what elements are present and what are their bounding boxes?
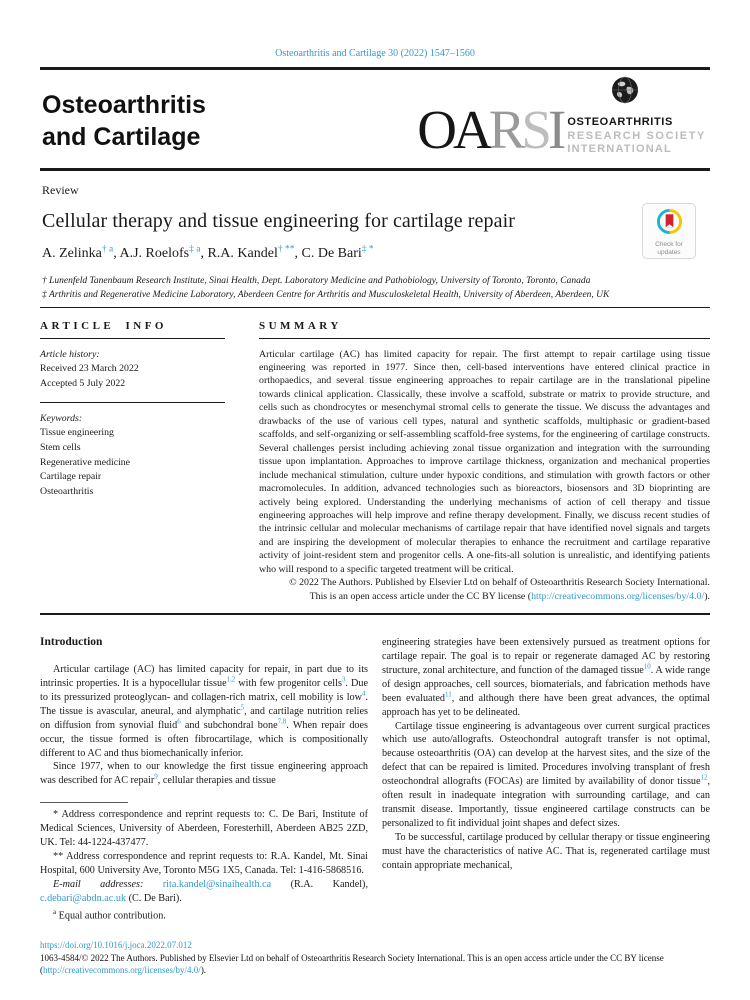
title-block [40,171,710,307]
oarsi-s: S [521,98,548,160]
oarsi-wordmark-line1: OSTEOARTHRITIS [567,115,673,128]
article-title: Cellular therapy and tissue engineering for cartilage repair [42,210,516,232]
journal-citation-link[interactable]: Osteoarthritis and Cartilage 30 (2022) 1547–1560 [275,48,475,59]
footer-license-link[interactable]: http://creativecommons.org/licenses/by/4.0/ [43,965,201,976]
author-affil-marker: † a [101,244,114,255]
summary-license-text: This is an open access article under the CC BY license ( [309,590,532,602]
check-for-updates-icon [657,209,682,239]
author-affil-marker: ‡ a [189,244,201,255]
check-for-updates-badge[interactable] [642,203,696,259]
oarsi-letters [417,98,563,160]
body-paragraph-2: Cartilage tissue engineering is advantageous over current surgical practices which use auto/allografts. Osteochondral autograft transfer is not optimal, because osteoarthritis (OA) can develop at the harvest sites, and the size of the defect that can be repaired is limited. Procedures involving transplant of fresh osteochondral allografts (FOCAs) are limited by availability of donor tissue$^{12}$, often result in inadequate integration with surrounding cartilage, and can transmit disease. Importantly, tissue engineered cartilage constructs can be personalized to fit individual joint shapes and defect sizes. [382,720,710,829]
body-paragraph-continuation: engineering strategies have been extensively pursued as treatment options for cartilage repair. The goal is to repair or regenerate damaged AC by restoring structure, zonal architecture, and function of the damaged tissue$^{10}$. A wide range of design approaches, cell sources, biomaterials, and fabrication methods have been evaluated$^{11}$, and although there have been great advances, the optimal approach has yet to be delineated. [382,637,710,718]
article-type-label: Review [42,183,79,197]
author-name[interactable]: , R.A. Kandel [200,246,278,261]
issn-copyright-line [40,952,710,977]
history-accepted: Accepted 5 July 2022 [40,377,126,389]
journal-title-line2: and Cartilage [42,123,201,151]
journal-title-line1: Osteoarthritis [42,91,206,119]
oarsi-i: I [547,98,563,160]
keyword: Stem cells [40,441,81,453]
summary-text: Articular cartilage (AC) has limited capacity for repair. The first attempt to repair cartilage using tissue engineering was reported in 1977. Since then, cell-based interventions have entered clinical practice in orthopaedics, and several tissue engineering approaches to repair cartilage are in the translational pipeline towards clinical application. Classically, these involve a scaffold, substrate or matrix to provide structure, and cells such as chondrocytes or mesenchymal stromal cells to generate the tissue. We discuss the advantages and drawbacks of the use of various cell types, natural and synthetic scaffolds, multiphasic or gradient-based scaffolds, and self-organizing or self-assembling scaffold-free systems, for the engineering of cartilage constructs. Several challenges persist including achieving zonal tissue organization and integration with the surrounding tissue upon implantation. Approaches to improve cartilage thickness, organization and mechanical properties include mechanical stimulation, culture under hypoxic conditions, and stimulation with growth factors or other macromolecules. In addition, advanced technologies such as bioreactors, biosensors and 3D bioprinting are actively being explored. Understanding the underlying mechanisms of action of cell therapy and tissue engineering approaches will help improve and refine therapy development. Finally, we discuss recent studies of the intrinsic cellular and molecular mechanisms of cartilage repair that have identified novel signals and targets and are inspiring the development of molecular therapies to enhance the recruitment and cartilage reparative activity of joint-resident stem and progenitor cells. A one-fits-all solution is unrealistic, and identifying patients who will respond to a specific targeted treatment will be critical. [259,348,710,575]
article-info-column [40,318,245,604]
issn-text: 1063-4584/© 2022 The Authors. Published by Elsevier Ltd on behalf of Osteoarthritis Research Society International. This is an open access article under the CC BY license [40,952,664,963]
summary-rule [259,338,710,339]
oarsi-wordmark-line2: RESEARCH SOCIETY [567,129,706,142]
summary-column [259,318,710,604]
summary-license-suffix: ). [704,590,710,602]
oarsi-r: R [488,98,522,160]
check-for-updates-label: Check for updates [655,241,683,257]
article-info-rule [40,338,225,339]
footnote-emails [40,878,368,906]
journal-title [42,89,206,153]
keyword: Regenerative medicine [40,456,131,468]
intro-paragraph-1: Articular cartilage (AC) has limited capacity for repair, in part due to its intrinsic properties. It is a hypocellular tissue$^{1,2}$ with few progenitor cells$^3$. Due to its pressurized proteoglycan- and collagen-rich matrix, cell mobility is low$^4$. The tissue is avascular, aneural, and alymphatic$^5$, and cartilage nutrition relies on diffusion from synovial fluid$^6$ and subchondral bone$^{7,8}$. When repair does occur, the tissue formed is often fibrocartilage, which is compositionally different to AC and thus biomechanically inferior. [40,664,368,759]
article-info-separator [40,402,225,403]
left-column [40,636,368,923]
oarsi-wordmark [567,107,706,157]
page-footer [40,939,710,977]
cc-by-license-link[interactable]: http://creativecommons.org/licenses/by/4.0/ [531,590,705,602]
keywords-label: Keywords: [40,412,83,424]
footer-license-open: ( [40,965,43,976]
oarsi-logo [417,85,706,160]
intro-paragraph-2: Since 1977, when to our knowledge the first tissue engineering approach was described for AC repair$^9$, cellular therapies and tissue [40,761,368,787]
oarsi-oa: OA [417,98,489,160]
keyword: Cartilage repair [40,471,102,483]
author-affil-marker: † ** [277,244,295,255]
masthead [40,70,710,168]
footnote-correspondence-2: ** Address correspondence and reprint requests to: R.A. Kandel, Mt. Sinai Hospital, 600 University Ave, Toronto M5G 1X5, Canada. Tel: 1-416-5868516. [40,851,368,876]
article-history-label: Article history: [40,348,100,360]
summary-license [259,590,710,603]
doi-link[interactable]: https://doi.org/10.1016/j.joca.2022.07.012 [40,939,192,950]
equal-contribution-text: Equal author contribution. [56,910,166,922]
summary-copyright: © 2022 The Authors. Published by Elsevier Ltd on behalf of Osteoarthritis Research Society International. [289,577,710,589]
author-name[interactable]: , C. De Bari [294,246,362,261]
right-column [382,636,710,923]
footnotes [40,802,368,923]
footnote-equal-contribution [40,906,368,923]
body-paragraph-3: To be successful, cartilage produced by cellular therapy or tissue engineering must have the characteristics of native AC. That is, regenerated cartilage must contain appropriate mechanical, [382,831,710,871]
footnote-correspondence-1: * Address correspondence and reprint requests to: C. De Bari, Institute of Medical Sciences, University of Aberdeen, Foresterhill, Aberdeen AB25 2ZD, UK. Tel: 44-1224-437477. [40,809,368,849]
author-name[interactable]: , A.J. Roelofs [113,246,190,261]
keyword: Osteoarthritis [40,486,94,498]
email-link-debari[interactable]: c.debari@abdn.ac.uk [40,892,127,904]
author-affil-marker: ‡ * [361,244,374,255]
email-link-kandel[interactable]: rita.kandel@sinaihealth.ca [162,878,272,890]
keyword: Tissue engineering [40,427,114,439]
affiliation-1: † Lunenfeld Tanenbaum Research Institute, Sinai Health, Dept. Laboratory Medicine and Pathobiology, University of Toronto, Toronto, Canada [42,276,591,286]
summary-heading: SUMMARY [259,319,342,332]
history-received: Received 23 March 2022 [40,363,139,375]
author-list [42,246,708,262]
globe-icon [610,75,640,110]
footnote-rule [40,802,128,803]
footer-license-close: ). [200,965,207,976]
doi-link-wrap [40,939,710,952]
email-addresses-label: E-mail addresses: [53,878,144,890]
email-suffix-kandel: (R.A. Kandel), [271,878,368,890]
equal-contribution-marker: a [53,908,57,916]
email-suffix-debari: (C. De Bari). [126,892,182,904]
introduction-heading: Introduction [40,636,103,649]
article-info-heading: ARTICLE INFO [40,319,167,332]
info-summary-section [40,308,710,604]
oarsi-wordmark-line3: INTERNATIONAL [567,143,672,156]
body-columns [40,615,710,923]
affiliation-2: ‡ Arthritis and Regenerative Medicine Laboratory, Aberdeen Centre for Arthritis and Musculoskeletal Health, University of Aberdeen, Aberdeen, UK [42,289,610,300]
author-name[interactable]: A. Zelinka [42,246,102,261]
